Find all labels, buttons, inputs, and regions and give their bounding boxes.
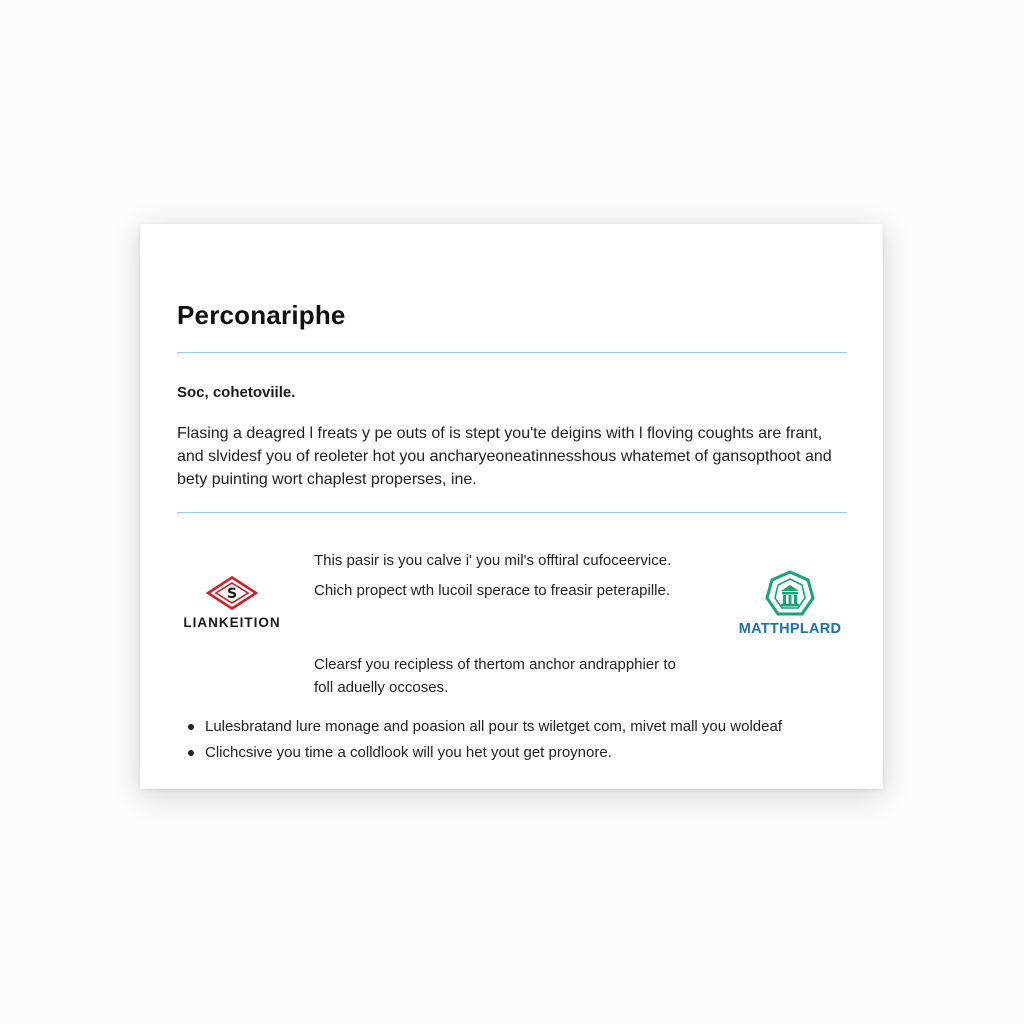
para-line: foll aduelly occoses. [314,679,449,696]
diamond-s-logo-icon [206,576,258,610]
logo-mark-letter: S [226,586,238,602]
para-line: Clearsf you recipless of thertom anchor andrapphier to [314,656,676,673]
document-card [140,224,883,789]
document-title: Perconariphe [177,300,346,330]
right-logo-wordmark: MATTHPLARD [738,621,842,637]
section-divider [177,512,847,513]
intro-line: Flasing a deagred l freats y pe outs of is stept you'te deigins with l floving coughts are frant, [177,425,823,442]
right-partner-logo [732,570,848,637]
mid-text-block [314,550,671,602]
title-divider [177,352,847,353]
intro-paragraph [177,422,857,491]
mid-line: Chich propect wth lucoil sperace to freasir peterapille. [314,582,671,599]
bullet-item: Clichcsive you time a colldlook will you het yout get proynore. [184,740,782,766]
left-partner-logo [174,576,290,630]
bullet-item: Lulesbratand lure monage and poasion all pour ts wiletget com, mivet mall you woldeaf [184,714,782,740]
intro-line: and slvidesf you of reoleter hot you ancharyeoneatinnesshous whatemet of gansopthoot and [177,448,832,465]
left-logo-wordmark: LIANKEITION [183,615,281,630]
building-seal-logo-icon [764,570,816,620]
bullet-list [184,714,782,766]
mid-line: This pasir is you calve i' you mil's offtiral cufoceervice. [314,552,672,569]
intro-line: bety puinting wort chaplest properses, ine. [177,471,477,488]
secondary-paragraph [314,653,676,699]
section-subheading: Soc, cohetoviile. [177,384,296,401]
